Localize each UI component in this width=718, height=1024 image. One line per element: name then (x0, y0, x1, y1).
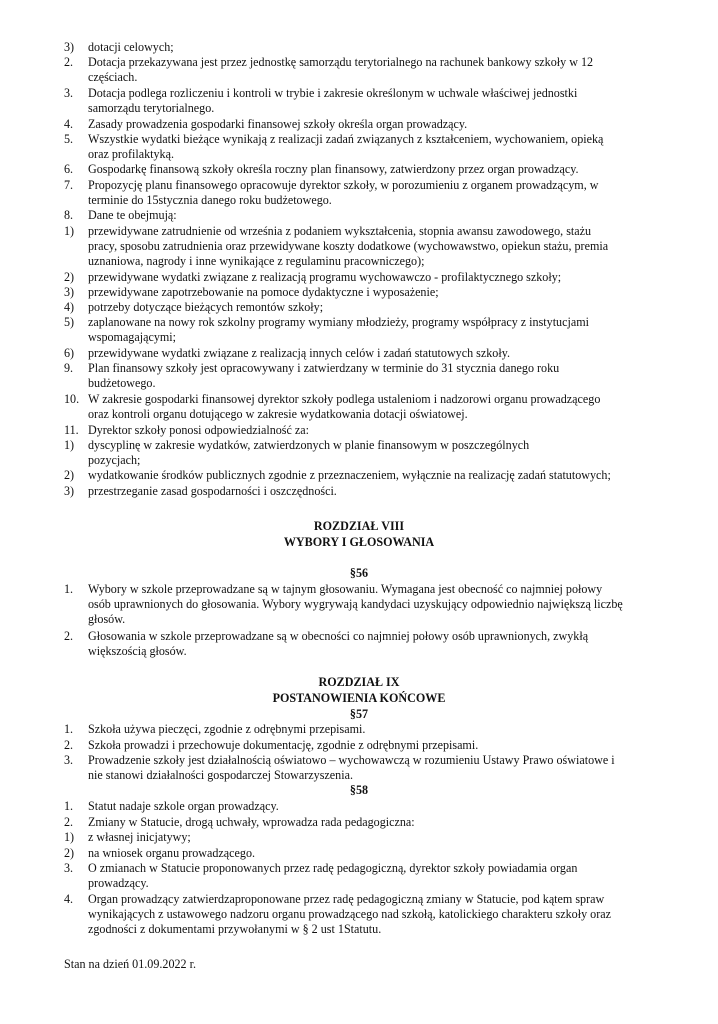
list-item (64, 738, 678, 753)
list-item (64, 346, 678, 361)
item-number: 4) (64, 300, 75, 315)
item-number: 5. (64, 131, 74, 146)
item-number: 6. (64, 162, 74, 177)
list-item (64, 55, 678, 85)
item-text: Gospodarkę finansową szkoły określa roczny plan finansowy, zatwierdzony przez organ prowadzący. (88, 162, 579, 177)
item-number: 3) (64, 284, 75, 299)
list-item (64, 846, 678, 861)
list-item (64, 178, 678, 208)
section-57-heading: §57 (349, 707, 369, 721)
item-text: przewidywane wydatki związane z realizacją programu wychowawczo - profilaktycznego szkoły; (88, 269, 562, 284)
item-text: dyscyplinę w zakresie wydatków, zatwierdzonych w planie finansowym w poszczególnych pozycjach; (88, 437, 530, 467)
list-item (64, 162, 678, 177)
item-text: O zmianach w Statucie proponowanych przez radę pedagogiczną, dyrektor szkoły powiadamia organ prowadzący. (88, 861, 578, 890)
item-number: 2) (64, 845, 75, 860)
item-number: 2. (64, 55, 74, 70)
list-item (64, 132, 678, 162)
section-56-heading: §56 (349, 566, 369, 580)
item-text: Dotacja podlega rozliczeniu i kontroli w trybie i zakresie określonym w uchwale właściwej jednostki samorządu terytorialnego. (88, 85, 578, 115)
item-text: Plan finansowy szkoły jest opracowywany i zatwierdzany w terminie do 31 stycznia danego roku budżetowego. (88, 361, 560, 391)
item-number: 1. (64, 582, 74, 596)
item-number: 11. (64, 422, 79, 437)
item-text: Organ prowadzący zatwierdzaproponowane przez radę pedagogiczną zmiany w Statucie, pod kątem spraw wynikających z ustawowego nadzoru organu prowadzącego nad szkołą, katolickiego charakteru szkoły oraz zgodności z dokumentami przywołanymi w § 2 ust 1Statutu. (88, 892, 611, 936)
list-item (64, 468, 678, 483)
list-item (64, 315, 678, 345)
item-number: 1) (64, 830, 75, 844)
list-item (64, 270, 678, 285)
list-item (64, 392, 678, 422)
item-text: Dotacja przekazywana jest przez jednostkę samorządu terytorialnego na rachunek bankowy szkoły w 12 częściach. (88, 55, 594, 85)
list-item (64, 438, 678, 468)
item-text: W zakresie gospodarki finansowej dyrektor szkoły podlega ustaleniom i nadzorowi organu prowadzącego oraz kontroli organu dotującego w zakresie wydatkowania dotacji oświatowej. (88, 391, 601, 421)
item-number: 2) (64, 468, 75, 483)
item-number: 8. (64, 208, 74, 223)
item-number: 1) (64, 223, 75, 238)
document-date-footer: Stan na dzień 01.09.2022 r. (64, 957, 197, 971)
item-text: przewidywane zatrudnienie od września z podaniem wykształcenia, stopnia awansu zawodowego, stażu pracy, sposobu zatrudnienia oraz przewidywane koszty dodatkowe (wychowawstwo, opiekun stażu, premia uznaniowa, nagrody i inne wynikające z regulaminu pracowniczego); (88, 223, 609, 268)
list-item (64, 815, 678, 830)
item-text: potrzeby dotyczące bieżących remontów szkoły; (88, 300, 324, 315)
item-text: Zasady prowadzenia gospodarki finansowej szkoły określa organ prowadzący. (88, 116, 468, 131)
item-number: 3. (64, 85, 74, 100)
list-item (64, 300, 678, 315)
list-item (64, 285, 678, 300)
item-text: Szkoła prowadzi i przechowuje dokumentację, zgodnie z odrębnymi przepisami. (88, 737, 479, 752)
item-number: 2. (64, 814, 74, 829)
chapter-9-subtitle: POSTANOWIENIA KOŃCOWE (272, 691, 446, 705)
list-item (64, 361, 678, 391)
item-text: Zmiany w Statucie, drogą uchwały, wprowadza rada pedagogiczna: (88, 814, 415, 829)
list-item (64, 629, 678, 659)
item-number: 2. (64, 737, 74, 752)
item-text: Propozycję planu finansowego opracowuje dyrektor szkoły, w porozumieniu z organem prowadzącym, w terminie do 15stycznia danego roku budżetowego. (88, 177, 599, 207)
item-number: 7. (64, 177, 74, 192)
item-text: na wniosek organu prowadzącego. (88, 845, 256, 860)
item-number: 3. (64, 753, 74, 767)
item-text: Głosowania w szkole przeprowadzane są w obecności co najmniej połowy osób uprawnionych, zwykłą większością głosów. (88, 628, 589, 658)
item-text: przestrzeganie zasad gospodarności i oszczędności. (88, 483, 337, 498)
item-number: 6) (64, 346, 75, 360)
item-text: przewidywane zapotrzebowanie na pomoce dydaktyczne i wyposażenie; (88, 284, 439, 299)
item-text: wydatkowanie środków publicznych zgodnie z przeznaczeniem, wyłącznie na realizację zadań statutowych; (88, 468, 611, 483)
list-item (64, 208, 678, 223)
item-text: Szkoła używa pieczęci, zgodnie z odrębnymi przepisami. (88, 722, 366, 736)
list-item (64, 582, 678, 627)
list-item (64, 117, 678, 132)
item-number: 3. (64, 861, 74, 875)
list-item (64, 892, 678, 937)
list-item (64, 861, 678, 891)
item-text: Wybory w szkole przeprowadzane są w tajnym głosowaniu. Wymagana jest obecność co najmniej połowy osób uprawnionych do głosowania. Wybory wygrywają kandydaci uzyskujący odpowiednio największą liczbę głosów. (88, 582, 623, 626)
item-number: 1. (64, 722, 74, 736)
item-text: Wszystkie wydatki bieżące wynikają z realizacji zadań związanych z kształceniem, wychowaniem, opieką oraz profilaktyką. (88, 131, 604, 161)
item-number: 9. (64, 361, 74, 376)
item-number: 1. (64, 799, 74, 813)
list-item (64, 224, 678, 269)
list-item (64, 722, 678, 737)
list-item (64, 830, 678, 845)
list-item (64, 423, 678, 438)
item-number: 2) (64, 269, 75, 284)
item-number: 4. (64, 892, 74, 906)
chapter-8-subtitle: WYBORY I GŁOSOWANIA (283, 535, 435, 549)
item-number: 5) (64, 315, 75, 330)
item-number: 2. (64, 628, 74, 643)
chapter-8-title: ROZDZIAŁ VIII (313, 519, 405, 533)
chapter-9-title: ROZDZIAŁ IX (318, 675, 400, 689)
item-text: Dyrektor szkoły ponosi odpowiedzialność za: (88, 422, 309, 437)
item-text: z własnej inicjatywy; (88, 830, 191, 844)
item-number: 10. (64, 391, 80, 406)
item-text: Statut nadaje szkole organ prowadzący. (88, 799, 279, 813)
item-number: 4. (64, 116, 74, 131)
item-text: zaplanowane na nowy rok szkolny programy wymiany młodzieży, programy współpracy z instytucjami wspomagającymi; (88, 315, 589, 345)
item-text: przewidywane wydatki związane z realizacją innych celów i zadań statutowych szkoły. (88, 346, 510, 360)
item-number: 1) (64, 437, 75, 452)
list-item (64, 484, 678, 499)
list-item (64, 799, 678, 814)
item-text: Prowadzenie szkoły jest działalnością oświatowo – wychowawczą w rozumieniu Ustawy Prawo oświatowe i nie stanowi działalności gospodarczej Stowarzyszenia. (88, 753, 615, 782)
item-text: Dane te obejmują: (88, 208, 177, 223)
item-text: dotacji celowych; (88, 40, 174, 54)
list-item (64, 753, 678, 783)
list-item (64, 40, 678, 55)
item-number: 3) (64, 40, 75, 54)
section-58-heading: §58 (349, 783, 369, 797)
item-number: 3) (64, 483, 75, 498)
list-item (64, 86, 678, 116)
